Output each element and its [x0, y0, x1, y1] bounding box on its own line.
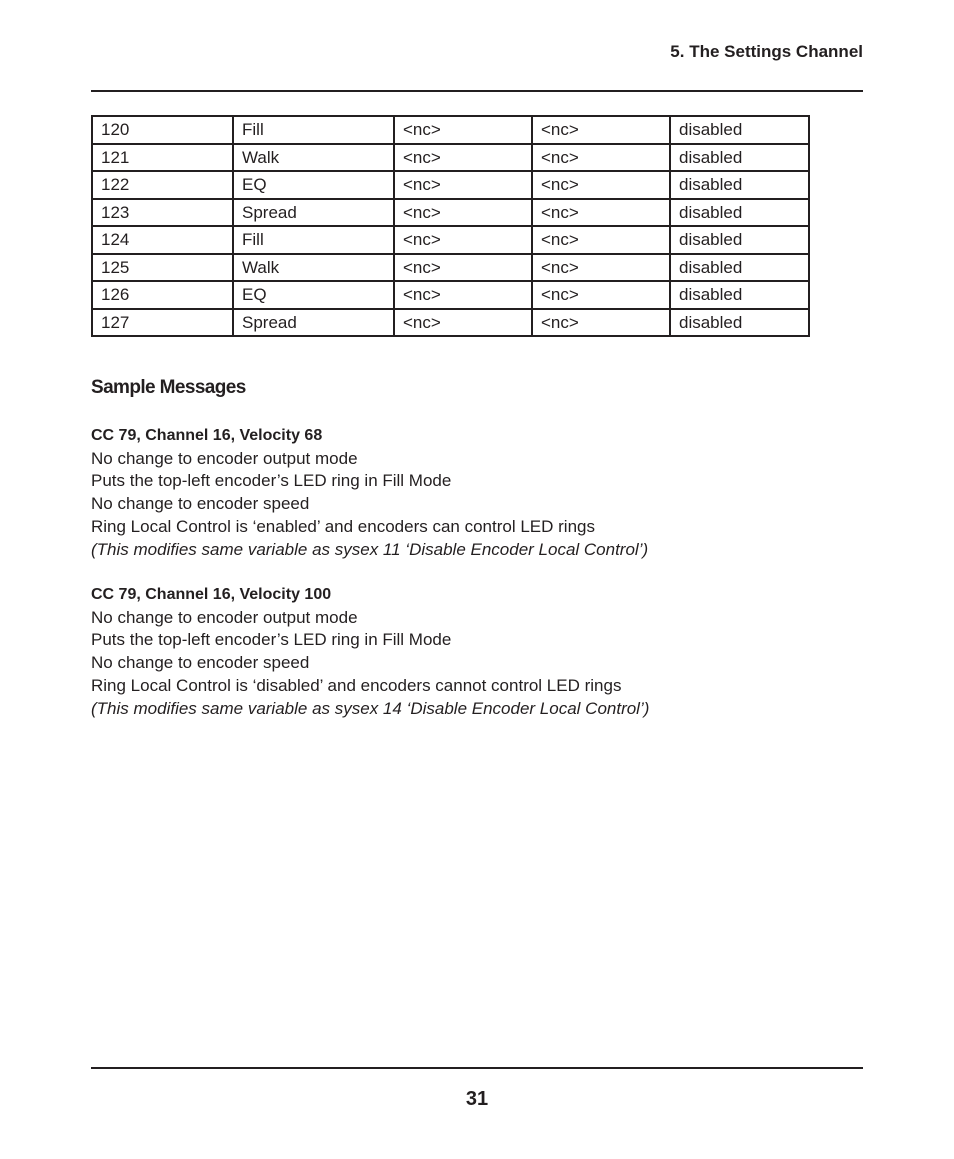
message-line: No change to encoder output mode: [91, 448, 358, 468]
table-cell: <nc>: [532, 144, 670, 172]
table-cell: <nc>: [394, 226, 532, 254]
message-title: CC 79, Channel 16, Velocity 68: [91, 427, 323, 444]
table-cell: disabled: [670, 309, 809, 337]
table-cell: Fill: [233, 116, 394, 144]
table-cell: Spread: [233, 309, 394, 337]
footer-rule: [91, 1067, 863, 1069]
message-line: Puts the top-left encoder’s LED ring in Fill Mode: [91, 630, 452, 650]
table-cell: 126: [92, 281, 233, 309]
chapter-title: 5. The Settings Channel: [670, 42, 863, 61]
table-cell: <nc>: [532, 226, 670, 254]
table-cell: <nc>: [532, 254, 670, 282]
message-line: Ring Local Control is ‘disabled’ and encoders cannot control LED rings: [91, 675, 622, 695]
table-cell: 120: [92, 116, 233, 144]
table-row: [92, 254, 809, 282]
message-note: (This modifies same variable as sysex 14 ‘Disable Encoder Local Control’): [91, 698, 650, 718]
message-title: CC 79, Channel 16, Velocity 100: [91, 586, 332, 603]
table-cell: Fill: [233, 226, 394, 254]
table-cell: 121: [92, 144, 233, 172]
table-row: [92, 199, 809, 227]
table-row: [92, 171, 809, 199]
table-cell: Spread: [233, 199, 394, 227]
table-cell: disabled: [670, 144, 809, 172]
table-row: [92, 281, 809, 309]
table-cell: Walk: [233, 254, 394, 282]
table-cell: 122: [92, 171, 233, 199]
message-line: Ring Local Control is ‘enabled’ and encoders can control LED rings: [91, 516, 595, 536]
sample-message-2: [91, 584, 649, 720]
table-cell: <nc>: [394, 116, 532, 144]
table-cell: <nc>: [394, 281, 532, 309]
table-row: [92, 309, 809, 337]
table-cell: <nc>: [394, 171, 532, 199]
table-cell: 124: [92, 226, 233, 254]
table-cell: <nc>: [394, 199, 532, 227]
message-line: Puts the top-left encoder’s LED ring in Fill Mode: [91, 471, 452, 491]
section-heading: Sample Messages: [91, 377, 246, 398]
table-cell: <nc>: [394, 144, 532, 172]
message-line: No change to encoder output mode: [91, 607, 358, 627]
table-cell: disabled: [670, 226, 809, 254]
table-row: [92, 144, 809, 172]
table-cell: 127: [92, 309, 233, 337]
message-line: No change to encoder speed: [91, 653, 310, 673]
table-cell: 125: [92, 254, 233, 282]
table-cell: Walk: [233, 144, 394, 172]
table-cell: <nc>: [532, 116, 670, 144]
table-cell: disabled: [670, 281, 809, 309]
table-cell: <nc>: [394, 254, 532, 282]
table-cell: <nc>: [532, 171, 670, 199]
table-cell: EQ: [233, 171, 394, 199]
table-cell: disabled: [670, 199, 809, 227]
table-cell: EQ: [233, 281, 394, 309]
table-row: [92, 116, 809, 144]
table-cell: disabled: [670, 116, 809, 144]
table-cell: <nc>: [394, 309, 532, 337]
table-cell: <nc>: [532, 199, 670, 227]
message-line: No change to encoder speed: [91, 494, 310, 514]
table-cell: 123: [92, 199, 233, 227]
message-note: (This modifies same variable as sysex 11 ‘Disable Encoder Local Control’): [91, 539, 649, 559]
sample-message-1: [91, 425, 648, 561]
table-cell: disabled: [670, 171, 809, 199]
header-rule: [91, 90, 863, 92]
page-number: 31: [465, 1088, 489, 1110]
settings-table: [91, 115, 810, 337]
table-cell: <nc>: [532, 281, 670, 309]
table-cell: <nc>: [532, 309, 670, 337]
table-cell: disabled: [670, 254, 809, 282]
table-row: [92, 226, 809, 254]
